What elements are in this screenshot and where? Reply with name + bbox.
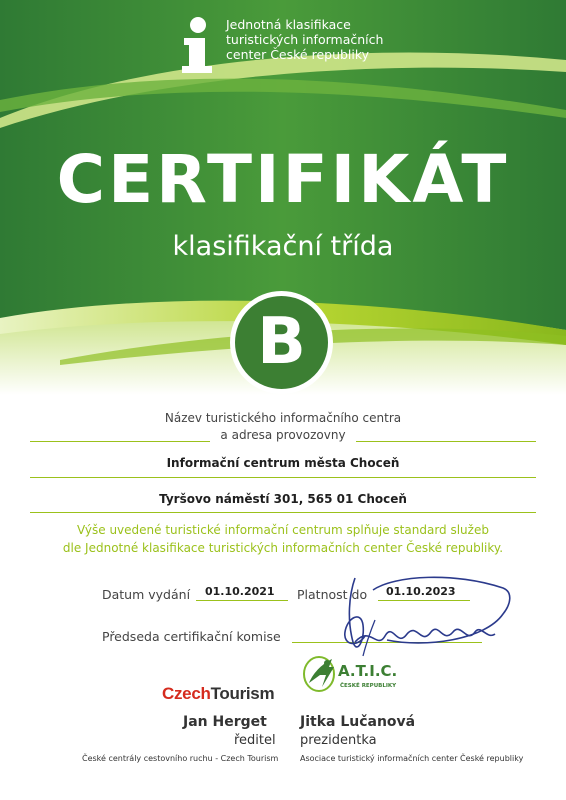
- czechtourism-logo-part1: Czech: [162, 684, 211, 703]
- atic-subtitle: ČESKÉ REPUBLIKY: [340, 683, 397, 689]
- info-i-icon: [178, 16, 216, 74]
- left-signatory-name: Jan Herget: [183, 714, 267, 730]
- valid-date: 01.10.2023: [386, 585, 456, 598]
- issued-date: 01.10.2021: [205, 585, 275, 598]
- issued-label: Datum vydání: [102, 587, 191, 602]
- divider-line: [196, 600, 288, 601]
- left-signatory-org: České centrály cestovního ruchu - Czech Tourism: [82, 754, 279, 763]
- certificate-title: CERTIFIKÁT: [56, 141, 510, 218]
- divider-line: [30, 477, 536, 478]
- right-signatory-role: prezidentka: [300, 733, 377, 748]
- header-org-line: center České republiky: [226, 47, 370, 62]
- header-org-text: [226, 17, 446, 62]
- divider-line: [30, 512, 536, 513]
- certificate-subtitle: klasifikační třída: [172, 231, 394, 262]
- divider-line: [356, 441, 536, 442]
- statement-line2: dle Jednotné klasifikace turistických informačních center České republiky.: [62, 541, 504, 555]
- commission-label: Předseda certifikační komise: [102, 629, 281, 644]
- statement-line1: Výše uvedené turistické informační centrum splňuje standard služeb: [77, 523, 489, 537]
- center-label-line1: Název turistického informačního centra: [164, 411, 402, 425]
- center-name: Informační centrum města Choceň: [166, 456, 400, 470]
- center-label-line2: a adresa provozovny: [220, 428, 346, 442]
- right-signatory-name: Jitka Lučanová: [300, 714, 416, 730]
- header-org-line: turistických informačních: [226, 32, 384, 47]
- czechtourism-logo-part2: Tourism: [210, 684, 275, 703]
- header-org-line: Jednotná klasifikace: [226, 17, 351, 32]
- czechtourism-logo: [162, 684, 274, 704]
- atic-name: A.T.I.C.: [338, 662, 398, 680]
- center-address: Tyršovo náměstí 301, 565 01 Choceň: [159, 492, 407, 506]
- atic-logo: [302, 653, 412, 695]
- divider-line: [30, 441, 210, 442]
- left-signatory-role: ředitel: [234, 733, 276, 748]
- valid-label: Platnost do: [297, 587, 368, 602]
- class-badge: B: [230, 291, 333, 394]
- right-signatory-org: Asociace turistický informačních center České republiky: [300, 754, 524, 763]
